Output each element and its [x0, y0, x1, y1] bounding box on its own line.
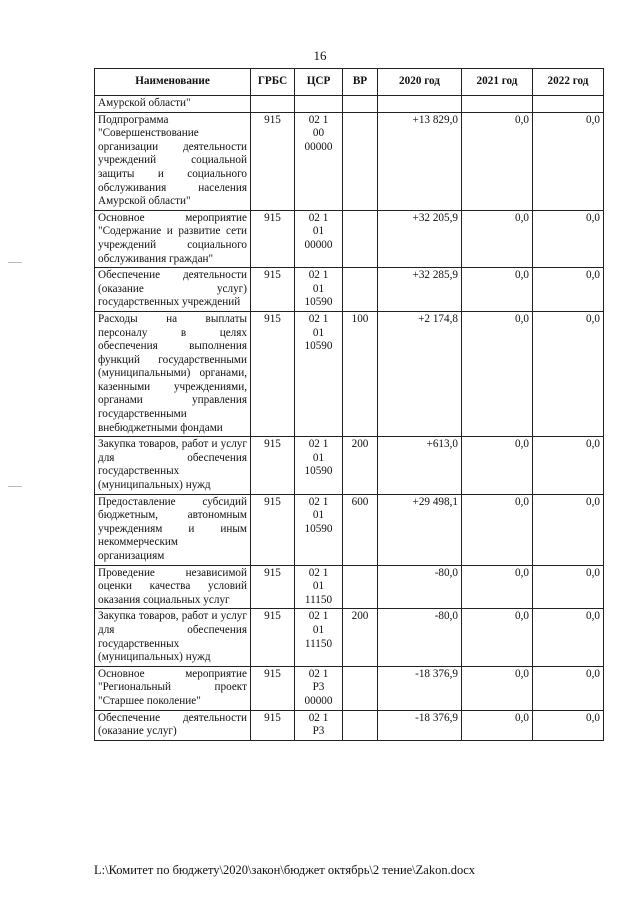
- row-2020: -80,0: [378, 565, 462, 609]
- row-2021: 0,0: [462, 609, 533, 666]
- row-2021: 0,0: [462, 311, 533, 436]
- csr-code-part: 02 1: [308, 269, 329, 282]
- row-vr: 600: [343, 494, 378, 565]
- margin-mark: [8, 262, 22, 263]
- row-2020: +32 205,9: [378, 210, 462, 267]
- csr-code-part: 02 1: [308, 438, 329, 451]
- header-csr: ЦСР: [295, 69, 343, 96]
- header-grbs: ГРБС: [251, 69, 295, 96]
- row-2022: 0,0: [533, 268, 604, 312]
- csr-code-part: 10590: [304, 522, 333, 535]
- margin-mark: [8, 486, 22, 487]
- row-grbs: 915: [251, 609, 295, 666]
- row-name: Расходы на выплаты персоналу в целях обеспечения выполнения функций государственными (муниципальными) органами, казенными учреждениями, органами управления государственными внебюджетными фондами: [95, 311, 251, 436]
- row-vr: [343, 112, 378, 210]
- row-csr: [295, 710, 343, 740]
- header-name: Наименование: [95, 69, 251, 96]
- row-name: Обеспечение деятельности (оказание услуг) государственных учреждений: [95, 268, 251, 312]
- row-name: Предоставление субсидий бюджетным, автономным учреждениям и иным некоммерческим организациям: [95, 494, 251, 565]
- row-grbs: 915: [251, 666, 295, 710]
- csr-code-part: 01: [312, 623, 325, 636]
- row-grbs: 915: [251, 565, 295, 609]
- table-row: [95, 666, 604, 710]
- row-csr: [295, 112, 343, 210]
- csr-code-part: 01: [312, 509, 325, 522]
- csr-code-part: P3: [312, 725, 325, 738]
- row-csr: [295, 609, 343, 666]
- row-2021: 0,0: [462, 437, 533, 494]
- row-vr: [343, 268, 378, 312]
- row-csr: [295, 666, 343, 710]
- row-grbs: [251, 96, 295, 113]
- row-grbs: 915: [251, 437, 295, 494]
- row-csr: [295, 268, 343, 312]
- header-2022: 2022 год: [533, 69, 604, 96]
- row-2022: 0,0: [533, 666, 604, 710]
- table-row: [95, 437, 604, 494]
- row-grbs: 915: [251, 210, 295, 267]
- csr-code-part: 02 1: [308, 495, 329, 508]
- row-csr: [295, 96, 343, 113]
- row-2020: -18 376,9: [378, 666, 462, 710]
- row-2020: -80,0: [378, 609, 462, 666]
- csr-code-part: 10590: [304, 465, 333, 478]
- header-2020: 2020 год: [378, 69, 462, 96]
- csr-code-part: 01: [312, 580, 325, 593]
- row-2020: +29 498,1: [378, 494, 462, 565]
- csr-code-part: 01: [312, 225, 325, 238]
- row-2020: [378, 96, 462, 113]
- csr-code-part: 10590: [304, 340, 333, 353]
- row-2020: +13 829,0: [378, 112, 462, 210]
- row-vr: [343, 710, 378, 740]
- row-csr: [295, 565, 343, 609]
- row-name: Закупка товаров, работ и услуг для обеспечения государственных (муниципальных) нужд: [95, 609, 251, 666]
- header-2021: 2021 год: [462, 69, 533, 96]
- row-csr: [295, 210, 343, 267]
- csr-code-part: 01: [312, 326, 325, 339]
- budget-table: [94, 68, 604, 741]
- row-grbs: 915: [251, 494, 295, 565]
- header-vr: ВР: [343, 69, 378, 96]
- row-2022: 0,0: [533, 210, 604, 267]
- row-2022: 0,0: [533, 311, 604, 436]
- row-csr: [295, 437, 343, 494]
- csr-code-part: 00000: [304, 238, 333, 251]
- row-vr: [343, 666, 378, 710]
- csr-code-part: 02 1: [308, 667, 329, 680]
- row-vr: [343, 565, 378, 609]
- row-grbs: 915: [251, 268, 295, 312]
- row-2020: +613,0: [378, 437, 462, 494]
- row-2021: 0,0: [462, 112, 533, 210]
- table-row: [95, 311, 604, 436]
- csr-code-part: 02 1: [308, 566, 329, 579]
- footer-file-path: L:\Комитет по бюджету\2020\закон\бюджет октябрь\2 тение\Zakon.docx: [94, 863, 476, 877]
- row-2020: +32 285,9: [378, 268, 462, 312]
- row-2022: [533, 96, 604, 113]
- row-2022: 0,0: [533, 710, 604, 740]
- csr-code-part: 11150: [304, 593, 333, 606]
- row-2022: 0,0: [533, 565, 604, 609]
- row-2022: 0,0: [533, 609, 604, 666]
- row-2021: [462, 96, 533, 113]
- row-2021: 0,0: [462, 268, 533, 312]
- row-2022: 0,0: [533, 112, 604, 210]
- row-grbs: 915: [251, 311, 295, 436]
- row-vr: [343, 210, 378, 267]
- row-2022: 0,0: [533, 494, 604, 565]
- csr-code-part: 01: [312, 282, 325, 295]
- csr-code-part: P3: [312, 681, 325, 694]
- table-row: [95, 710, 604, 740]
- row-grbs: 915: [251, 112, 295, 210]
- row-vr: 200: [343, 437, 378, 494]
- csr-code-part: 01: [312, 451, 325, 464]
- row-name: Подпрограмма "Совершенствование организации деятельности учреждений социальной защиты и социального обслуживания населения Амурской области": [95, 112, 251, 210]
- row-2022: 0,0: [533, 437, 604, 494]
- row-2021: 0,0: [462, 494, 533, 565]
- csr-code-part: 11150: [304, 637, 333, 650]
- csr-code-part: 02 1: [308, 113, 329, 126]
- table-header-row: [95, 69, 604, 96]
- row-csr: [295, 494, 343, 565]
- row-vr: 100: [343, 311, 378, 436]
- table-row: [95, 609, 604, 666]
- row-2020: +2 174,8: [378, 311, 462, 436]
- row-name: Основное мероприятие "Региональный проект "Старшее поколение": [95, 666, 251, 710]
- row-grbs: 915: [251, 710, 295, 740]
- csr-code-part: 02 1: [308, 610, 329, 623]
- row-name: Закупка товаров, работ и услуг для обеспечения государственных (муниципальных) нужд: [95, 437, 251, 494]
- row-2021: 0,0: [462, 210, 533, 267]
- csr-code-part: 00000: [304, 140, 333, 153]
- table-row: [95, 268, 604, 312]
- row-name: Проведение независимой оценки качества условий оказания социальных услуг: [95, 565, 251, 609]
- csr-code-part: 02 1: [308, 312, 329, 325]
- csr-code-part: 00000: [304, 694, 333, 707]
- row-2021: 0,0: [462, 666, 533, 710]
- row-vr: [343, 96, 378, 113]
- table-row: [95, 112, 604, 210]
- csr-code-part: 02 1: [308, 711, 329, 724]
- csr-code-part: 10590: [304, 296, 333, 309]
- row-2021: 0,0: [462, 565, 533, 609]
- row-name: Обеспечение деятельности (оказание услуг): [95, 710, 251, 740]
- row-2020: -18 376,9: [378, 710, 462, 740]
- table-row: [95, 494, 604, 565]
- csr-code-part: 02 1: [308, 211, 329, 224]
- csr-code-part: 00: [312, 127, 325, 140]
- row-name: Амурской области": [95, 96, 251, 113]
- page-number: 16: [313, 48, 327, 63]
- row-2021: 0,0: [462, 710, 533, 740]
- row-csr: [295, 311, 343, 436]
- table-row: [95, 96, 604, 113]
- table-row: [95, 565, 604, 609]
- row-name: Основное мероприятие "Содержание и развитие сети учреждений социального обслуживания граждан": [95, 210, 251, 267]
- row-vr: 200: [343, 609, 378, 666]
- table-row: [95, 210, 604, 267]
